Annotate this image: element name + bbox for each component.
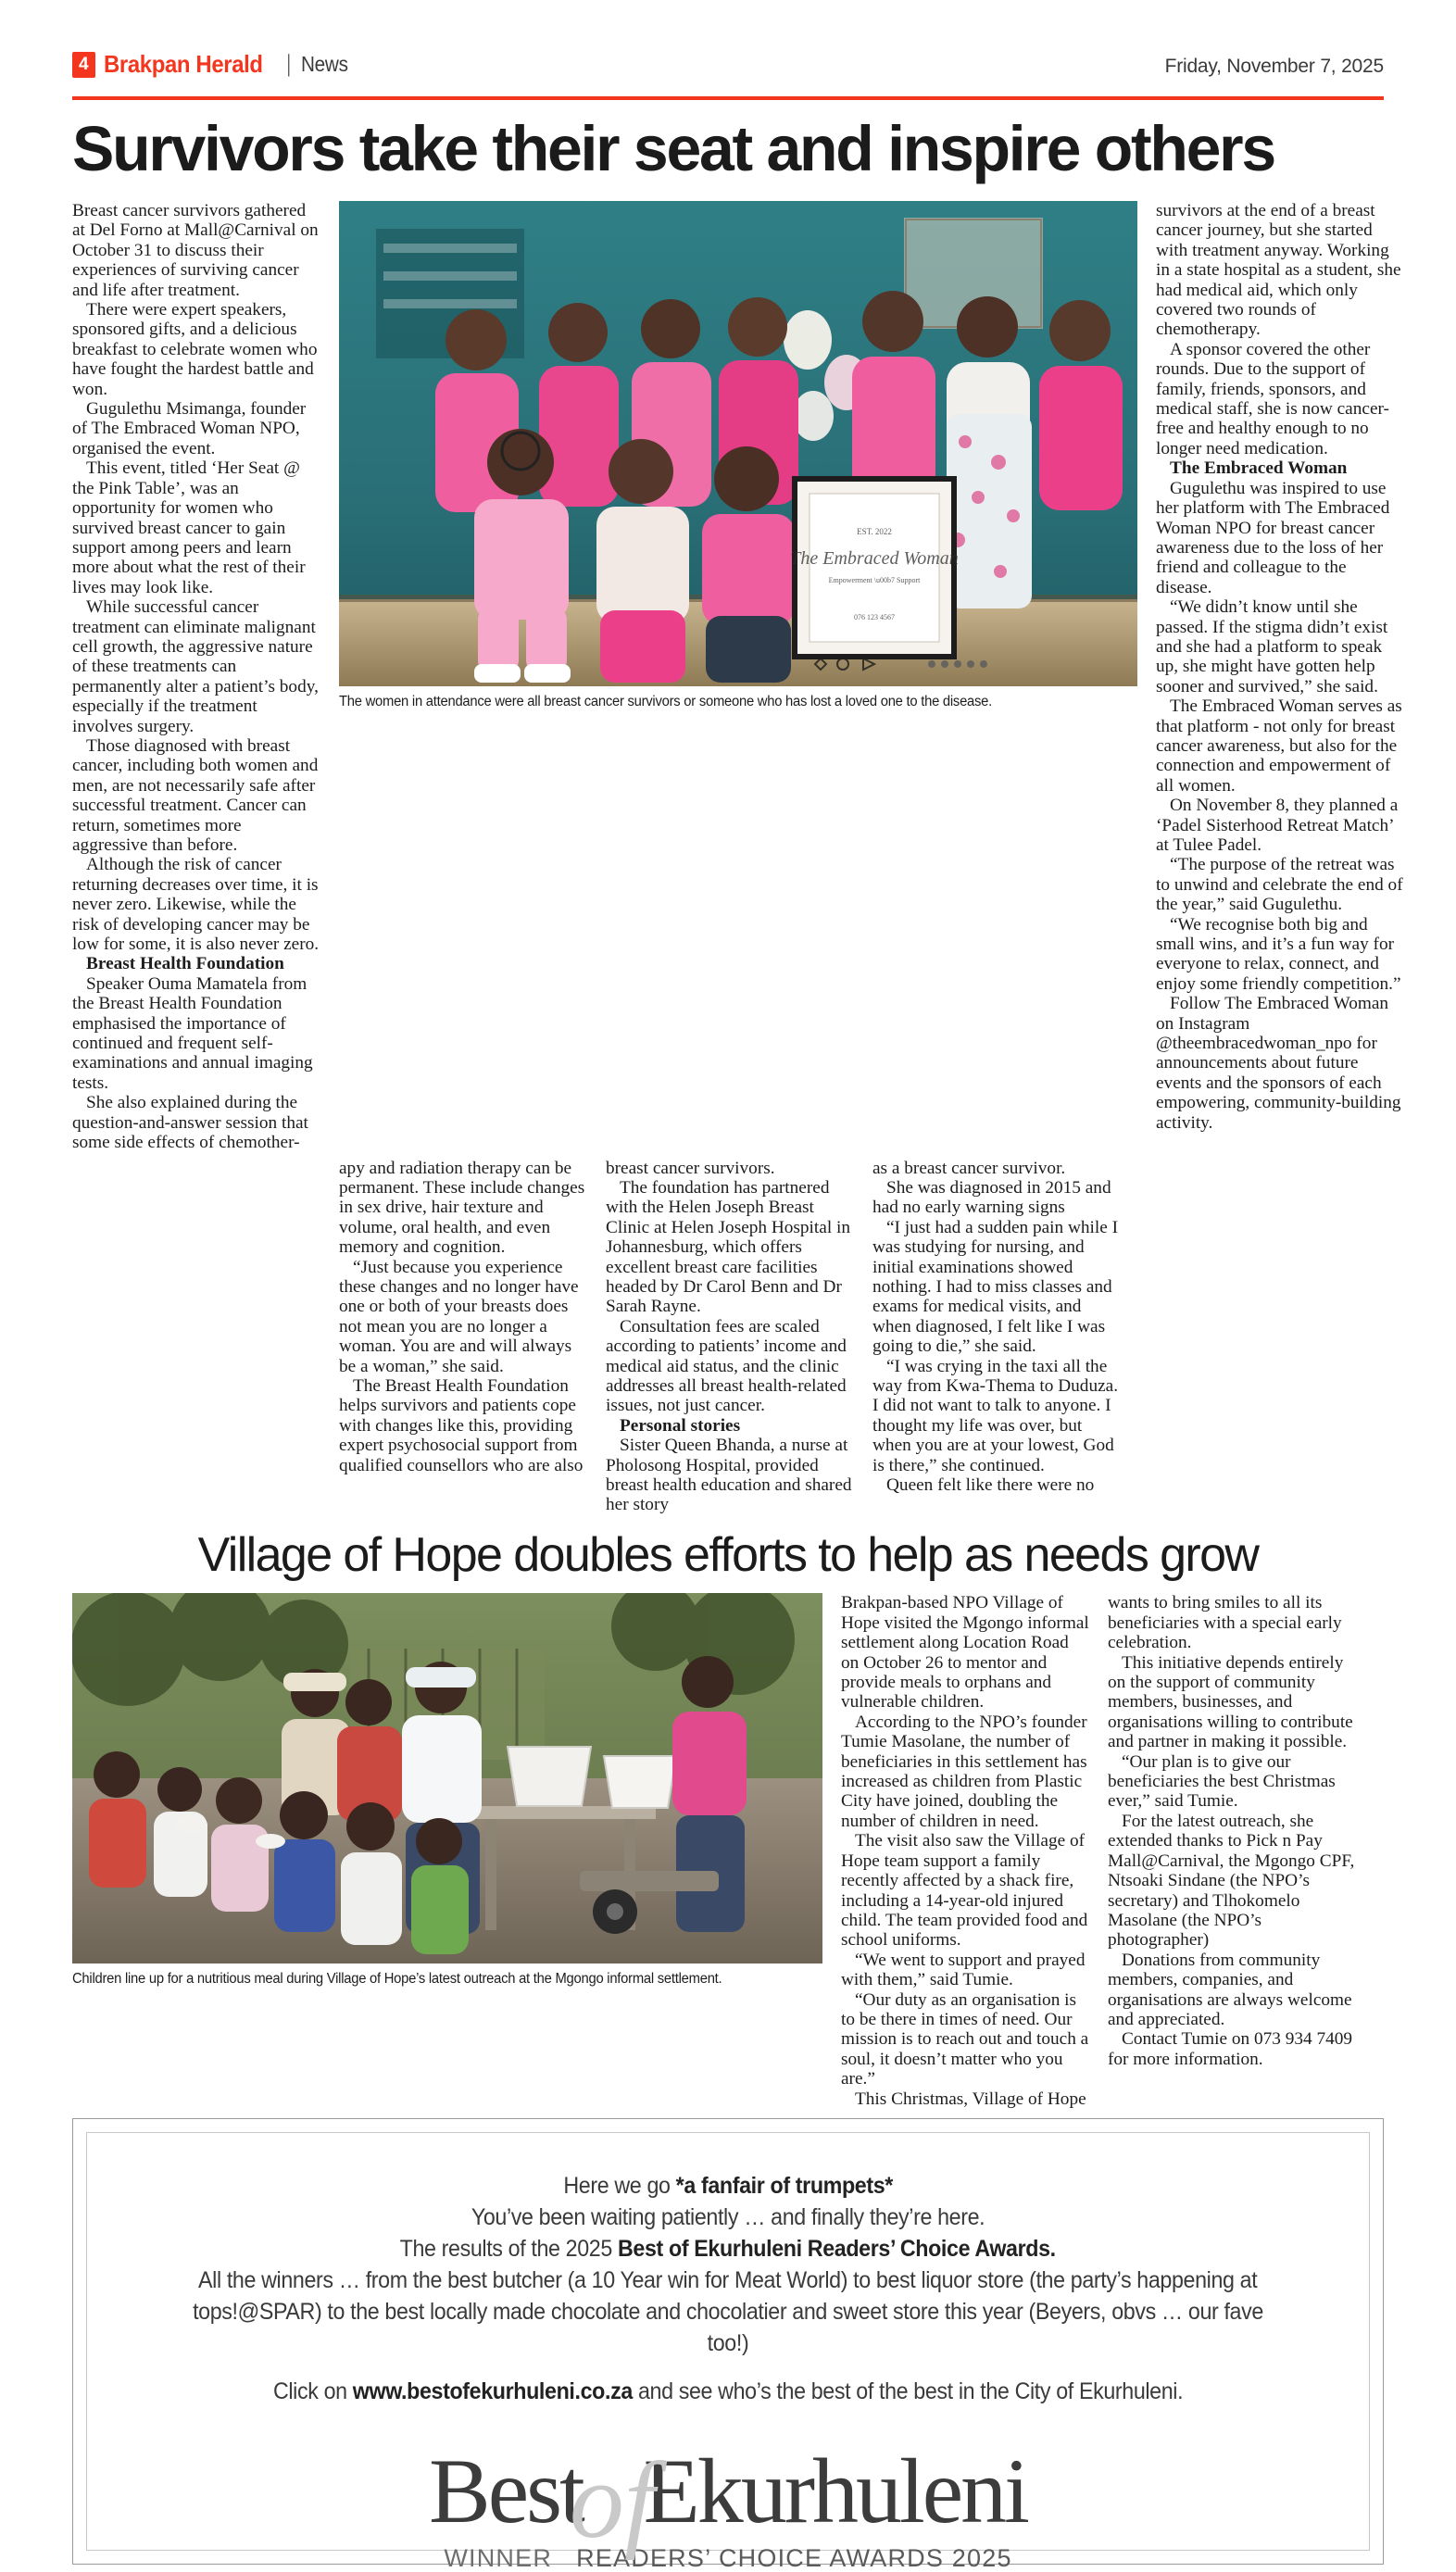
logo-readers-label: READERS’ CHOICE AWARDS 2025 bbox=[576, 2543, 1012, 2572]
paragraph: She also explained during the question-and-answer session that some side effects of chemother- bbox=[72, 1093, 308, 1153]
paragraph: Queen felt like there were no bbox=[886, 1475, 1095, 1495]
article2-photo bbox=[72, 1593, 822, 1964]
article1-photo bbox=[339, 201, 1137, 686]
masthead bbox=[72, 48, 1384, 91]
logo-winner-label: WINNER bbox=[444, 2543, 553, 2572]
section-label: News bbox=[301, 52, 349, 76]
paragraph: The visit also saw the Village of Hope team support a family recently affected by a shack fire, including a 14-year-old injured child. The team provided food and school uniforms. bbox=[841, 1831, 1088, 1951]
ad-line-1 bbox=[563, 2170, 893, 2202]
paragraph: apy and radiation therapy can be permanent. These include changes in sex drive, hair texture and volume, oral health, and even memory and cognition. bbox=[339, 1158, 585, 1258]
paragraph: Sister Queen Bhanda, a nurse at Pholosong Hospital, provided breast health education and shared her story bbox=[606, 1436, 852, 1515]
ad-line-6-plain-a: Click on bbox=[272, 2378, 353, 2404]
ad-line-2: You’ve been waiting patiently … and finally they’re here. bbox=[471, 2203, 985, 2230]
paragraph: “Just because you experience these changes and no longer have one or both of your breasts does not mean you are no longer a woman. You are and will always be a woman,” she said. bbox=[339, 1257, 579, 1376]
masthead-rule bbox=[72, 96, 1384, 100]
ad-line-1-plain: Here we go bbox=[563, 2172, 676, 2199]
paragraph: A sponsor covered the other rounds. Due to the support of family, friends, sponsors, and medical staff, she is now cancer-free and healthy enough to no longer need medication. bbox=[1156, 339, 1389, 458]
paragraph: “I just had a sudden pain while I was studying for nursing, and initial examinations showed nothing. I had to miss classes and exams for medical visits, and when diagnosed, I felt like I was going to die,” she said. bbox=[872, 1217, 1119, 1357]
paragraph: The Breast Health Foundation helps survivors and patients cope with changes like this, providing expert psychosocial support from qualified counsellors who are also bbox=[339, 1375, 584, 1475]
ad-line-1-bold: *a fanfair of trumpets* bbox=[675, 2172, 893, 2199]
paragraph: “We went to support and prayed with them,” said Tumie. bbox=[841, 1950, 1086, 1990]
ad-line-6-plain-b: and see who’s the best of the best in the City of Ekurhuleni. bbox=[632, 2378, 1184, 2404]
article1-column-1 bbox=[72, 201, 320, 1153]
ad-line-5: tops!@SPAR) to the best locally made chocolate and chocolatier and sweet store this year (Beyers, obvs … our fave too!) bbox=[193, 2298, 1263, 2356]
paragraph: The foundation has partnered with the Helen Joseph Breast Clinic at Helen Joseph Hospital in Johannesburg, which offers excellent breast care facilities headed by Dr Carol Benn and Dr Sarah Rayne. bbox=[606, 1177, 851, 1317]
article1-top-row bbox=[72, 201, 1403, 1153]
logo-word-best: Best bbox=[429, 2439, 583, 2542]
paragraph: This Christmas, Village of Hope bbox=[855, 2089, 1086, 2109]
paragraph: as a breast cancer survivor. bbox=[872, 1158, 1066, 1178]
article1-bottom-row bbox=[72, 1159, 1384, 1515]
photo1-illustration bbox=[339, 201, 1137, 686]
paragraph: “Our duty as an organisation is to be there in times of need. Our mission is to reach out and touch a soul, it doesn’t matter who you are.” bbox=[841, 1989, 1089, 2089]
ad-website-link[interactable]: www.bestofekurhuleni.co.za bbox=[352, 2378, 633, 2404]
paragraph: Gugulethu was inspired to use her platform with The Embraced Woman NPO for breast cancer awareness due to the loss of her friend and colleague to the disease. bbox=[1156, 478, 1390, 597]
svg-text:Empowerment \u00b7 Support: Empowerment \u00b7 Support bbox=[828, 576, 921, 584]
paragraph: “I was crying in the taxi all the way from Kwa-Thema to Duduza. I did not want to talk to anyone. I thought my life was over, but when you are at your lowest, God is there,” she continued. bbox=[872, 1356, 1119, 1475]
article2-column-2 bbox=[1108, 1593, 1356, 2069]
paragraph: Donations from community members, companies, and organisations are always welcome and appreciated. bbox=[1108, 1950, 1352, 2029]
paragraph: This event, titled ‘Her Seat @ the Pink Table’, was an opportunity for women who survived breast cancer to gain support among peers and learn more about what the rest of their lives may look like. bbox=[72, 458, 306, 597]
subheading: Breast Health Foundation bbox=[86, 954, 284, 974]
advertisement-inner bbox=[86, 2132, 1370, 2572]
article1-column-4 bbox=[872, 1159, 1121, 1496]
paragraph: “We didn’t know until she passed. If the stigma didn’t exist and she had a platform to speak up, she might have gotten help sooner and survived,” she said. bbox=[1156, 597, 1388, 696]
article2-caption: Children line up for a nutritious meal during Village of Hope’s latest outreach at the Mgongo informal settlement. bbox=[72, 1971, 722, 1988]
best-of-ekurhuleni-logo bbox=[429, 2431, 1027, 2571]
ad-line-3-plain: The results of the 2025 bbox=[399, 2235, 619, 2262]
paragraph: According to the NPO’s founder Tumie Masolane, the number of beneficiaries in this settlement has increased as children from Plastic City have joined, doubling the number of children in need. bbox=[841, 1712, 1087, 1831]
article1-caption: The women in attendance were all breast cancer survivors or someone who has lost a loved one to the disease. bbox=[339, 694, 993, 709]
paragraph: Those diagnosed with breast cancer, including both women and men, are not necessarily safe after successful treatment. Cancer can return, sometimes more aggressive than before. bbox=[72, 735, 319, 855]
paragraph: wants to bring smiles to all its beneficiaries with a special early celebration. bbox=[1108, 1593, 1342, 1653]
newspaper-page bbox=[0, 48, 1456, 2572]
paragraph: “Our plan is to give our beneficiaries the best Christmas ever,” said Tumie. bbox=[1108, 1751, 1336, 1812]
article1-headline: Survivors take their seat and inspire others bbox=[72, 113, 1274, 184]
paragraph: She was diagnosed in 2015 and had no early warning signs bbox=[872, 1177, 1111, 1218]
article2-photo-block bbox=[72, 1593, 822, 1988]
paragraph: Speaker Ouma Mamatela from the Breast Health Foundation emphasised the importance of continued and frequent self-examinations and annual imaging tests. bbox=[72, 973, 313, 1093]
article1-column-5 bbox=[1156, 201, 1404, 1133]
logo-subtitle bbox=[429, 2543, 1027, 2572]
paragraph: Brakpan-based NPO Village of Hope visited the Mgongo informal settlement along Location Road on October 26 to mentor and provide meals to orphans and vulnerable children. bbox=[841, 1593, 1089, 1713]
paragraph: Although the risk of cancer returning decreases over time, it is never zero. Likewise, while the risk of developing cancer may be low for some, it is also never zero. bbox=[72, 855, 320, 955]
paragraph: While successful cancer treatment can eliminate malignant cell growth, the aggressive nature of these treatments can permanently alter a patient’s body, especially if the treatment involves surgery. bbox=[72, 597, 319, 736]
paragraph: There were expert speakers, sponsored gifts, and a delicious breakfast to celebrate women who have fought the hardest battle and won. bbox=[72, 300, 318, 399]
paragraph: Gugulethu Msimanga, founder of The Embraced Woman NPO, organised the event. bbox=[72, 399, 307, 458]
advertisement-box bbox=[72, 2118, 1384, 2572]
article1-column-3 bbox=[606, 1159, 854, 1515]
logo-word-ekurhuleni: Ekurhuleni bbox=[643, 2439, 1027, 2542]
logo-word-of: of bbox=[569, 2439, 655, 2561]
paragraph: breast cancer survivors. bbox=[606, 1158, 775, 1178]
article1-column-2 bbox=[339, 1159, 587, 1476]
article2-column-1 bbox=[841, 1593, 1089, 2109]
ad-line-3 bbox=[400, 2233, 1056, 2265]
masthead-divider: | bbox=[286, 49, 292, 77]
article2-row bbox=[72, 1593, 1384, 2109]
spacer-column bbox=[72, 1159, 320, 1160]
paragraph: The Embraced Woman serves as that platform - not only for breast cancer awareness, but also for the connection and empowerment of all women. bbox=[1156, 696, 1402, 796]
svg-text:EST. 2022: EST. 2022 bbox=[857, 527, 892, 536]
spacer-column-right bbox=[1139, 1159, 1387, 1160]
article2-headline: Village of Hope doubles efforts to help as needs grow bbox=[197, 1527, 1259, 1582]
paragraph: On November 8, they planned a ‘Padel Sisterhood Retreat Match’ at Tulee Padel. bbox=[1156, 796, 1399, 855]
page-number-badge: 4 bbox=[72, 52, 95, 78]
svg-text:076 123 4567: 076 123 4567 bbox=[854, 613, 895, 621]
issue-date: Friday, November 7, 2025 bbox=[1164, 56, 1384, 77]
paragraph: Contact Tumie on 073 934 7409 for more information. bbox=[1108, 2029, 1353, 2069]
paragraph: “We recognise both big and small wins, and it’s a fun way for everyone to relax, connect, and enjoy some friendly competition.” bbox=[1156, 914, 1401, 994]
ad-line-6 bbox=[273, 2376, 1183, 2407]
paragraph: “The purpose of the retreat was to unwind and celebrate the end of the year,” said Gugulethu. bbox=[1156, 855, 1403, 915]
paragraph: Follow The Embraced Woman on Instagram @theembracedwoman_npo for announcements about future events and the sponsors of each empowering, community-building activity. bbox=[1156, 994, 1401, 1133]
masthead-brand bbox=[72, 50, 354, 79]
photo2-illustration bbox=[72, 1593, 822, 1964]
paragraph: For the latest outreach, she extended thanks to Pick n Pay Mall@Carnival, the Mgongo CPF, Ntsoaki Sindane (the NPO’s secretary) and Tlhokomelo Masolane (the NPO’s photographer) bbox=[1108, 1811, 1355, 1951]
ad-line-4: All the winners … from the best butcher (a 10 Year win for Meat World) to best liquor store (the party’s happening at bbox=[198, 2266, 1258, 2293]
article1-photo-block bbox=[339, 201, 1137, 710]
ad-line-3-bold: Best of Ekurhuleni Readers’ Choice Awards. bbox=[618, 2235, 1057, 2262]
svg-text:The Embraced Woman: The Embraced Woman bbox=[790, 548, 959, 569]
paragraph: survivors at the end of a breast cancer journey, but she started with treatment anyway. Working in a state hospital as a student, she had medical aid, which only covered two rounds of chemotherapy. bbox=[1156, 201, 1401, 340]
paragraph: Consultation fees are scaled according to patients’ income and medical aid status, and the clinic addresses all breast health-related issues, not just cancer. bbox=[606, 1316, 847, 1416]
paragraph: Breast cancer survivors gathered at Del Forno at Mall@Carnival on October 31 to discuss their experiences of surviving cancer and life after treatment. bbox=[72, 201, 319, 300]
publication-title: Brakpan Herald bbox=[103, 50, 263, 78]
paragraph: This initiative depends entirely on the support of community members, businesses, and organisations willing to contribute and partner in making it possible. bbox=[1108, 1652, 1353, 1752]
subheading: Personal stories bbox=[620, 1415, 741, 1436]
subheading: The Embraced Woman bbox=[1170, 458, 1348, 479]
